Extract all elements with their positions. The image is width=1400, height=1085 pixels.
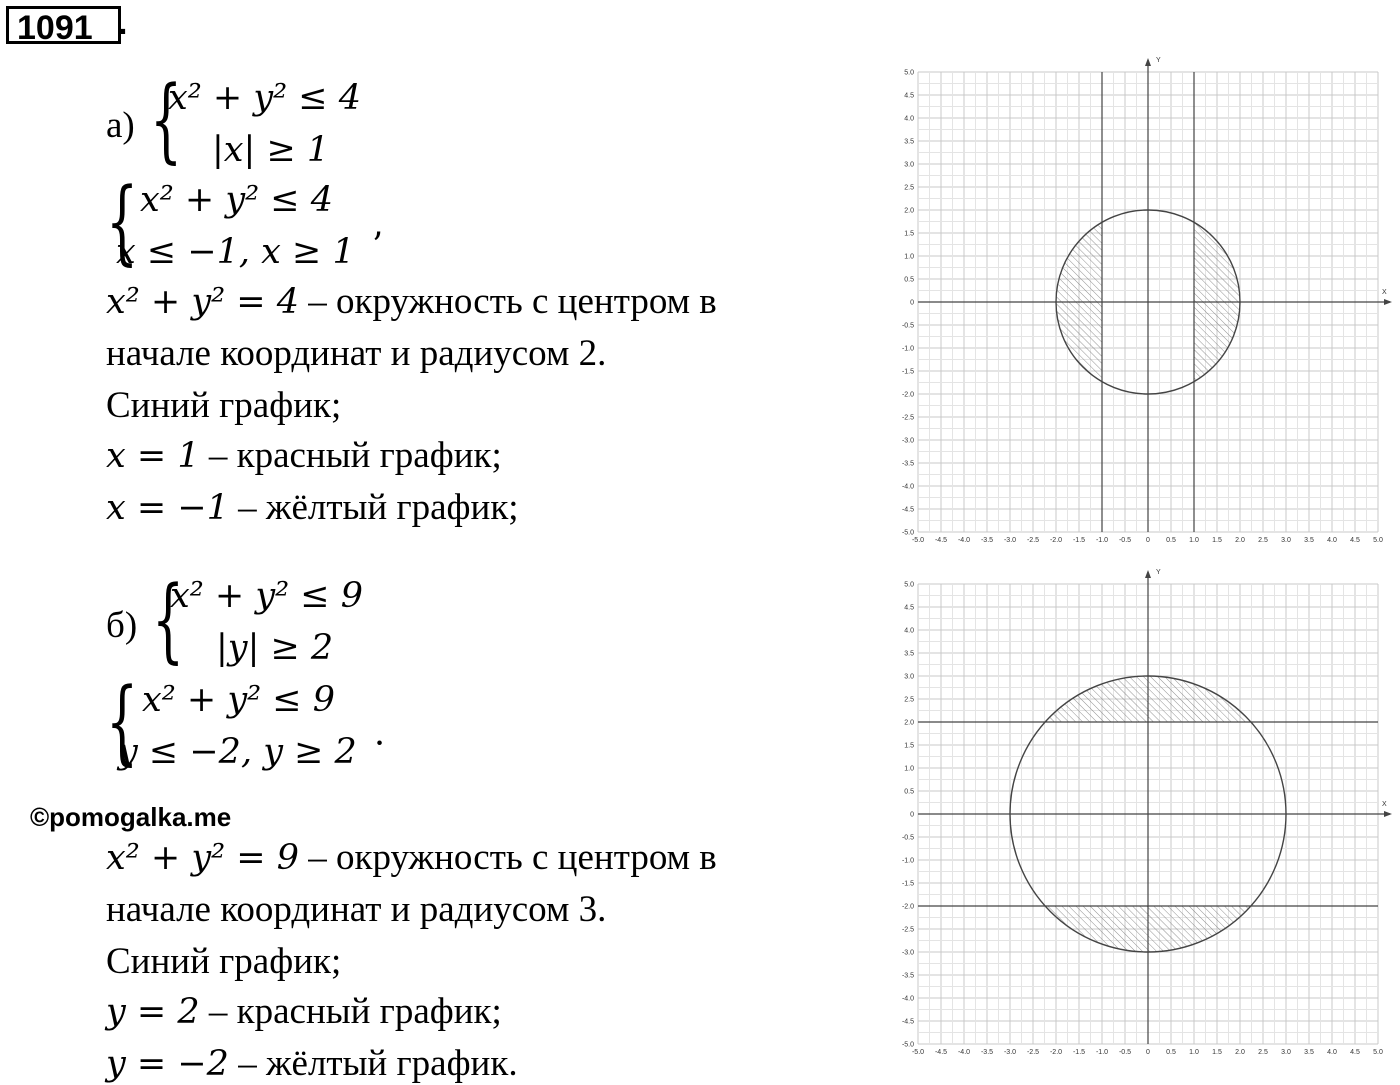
y-tick-label: 1.5 [904,742,914,750]
part-a-system2-line2: x ≤ −1, x ≥ 1 [116,232,355,272]
part-b-brace-1: { [152,566,185,673]
x-axis-arrow [1384,299,1392,305]
y-tick-label: -3.5 [901,460,914,468]
x-tick-label: -2.5 [1026,537,1040,544]
y-tick-label: 5.0 [904,581,914,589]
y-tick-label: 2.5 [904,184,914,192]
x-tick-label: -3.0 [1003,537,1017,544]
part-b-eq-lead: x² + y² = 9 [106,838,299,878]
x-tick-label: 3.5 [1304,537,1314,544]
y-tick-label: -4.5 [901,506,914,514]
y-tick-label: -1.5 [901,368,914,376]
x-tick-label: -4.5 [934,537,948,544]
y-tick-label: -1.5 [901,880,914,888]
y-tick-label: 0 [910,811,914,819]
x-tick-label: -3.0 [1003,1049,1017,1056]
x-tick-label: 5.0 [1373,537,1383,544]
part-a-eq-lead: x² + y² = 4 [106,282,299,322]
x-tick-label: -1.5 [1072,537,1086,544]
problem-number: 1091 [6,6,121,44]
part-b-line4 [106,990,502,1033]
y-tick-label: 1.0 [904,765,914,773]
part-b-eq-text: – окружность с центром в [299,837,717,878]
x-tick-label: -2.0 [1049,537,1063,544]
part-b-system2-tail: · [374,724,386,764]
part-a-brace-1: { [150,66,183,173]
part-a-line4-math: x = 1 [106,436,200,476]
y-tick-label: 3.5 [904,650,914,658]
x-tick-label: -5.0 [911,1049,925,1056]
x-tick-label: 2.0 [1235,1049,1245,1056]
part-b-line3: Синий график; [106,941,342,982]
part-b-line5-text: – жёлтый график. [228,1043,518,1084]
problem-number-dot: . [118,4,128,42]
part-a-line2: начале координат и радиусом 2. [106,333,607,374]
x-tick-label: 2.5 [1258,1049,1268,1056]
y-tick-label: -3.0 [901,949,914,957]
y-tick-label: 4.5 [904,604,914,612]
x-tick-label: 0 [1146,537,1150,544]
x-tick-label: 1.5 [1212,537,1222,544]
part-b-line4-text: – красный график; [199,991,502,1032]
y-tick-label: 2.0 [904,719,914,727]
x-tick-label: -3.5 [980,1049,994,1056]
x-tick-label: -4.0 [957,537,971,544]
y-tick-label: 2.5 [904,696,914,704]
part-b-system2-line1: x² + y² ≤ 9 [142,680,335,720]
x-tick-label: 5.0 [1373,1049,1383,1056]
part-a-equation-line [106,280,717,323]
y-tick-label: -4.0 [901,483,914,491]
y-tick-label: -0.5 [901,834,914,842]
x-axis-label: X [1382,289,1387,296]
x-tick-label: 1.5 [1212,1049,1222,1056]
part-a-system2-tail: ’ [372,226,384,266]
y-tick-label: 3.0 [904,673,914,681]
part-a-line4 [106,434,502,477]
y-tick-label: 0.5 [904,788,914,796]
y-tick-label: -4.0 [901,995,914,1003]
x-tick-label: 0.5 [1166,537,1176,544]
y-tick-label: 4.0 [904,115,914,123]
y-tick-label: -5.0 [901,1041,914,1049]
part-a-system1-line2: |x| ≥ 1 [212,130,330,170]
x-tick-label: 3.0 [1281,1049,1291,1056]
x-tick-label: 1.0 [1189,537,1199,544]
y-tick-label: -2.5 [901,414,914,422]
x-tick-label: 4.5 [1350,1049,1360,1056]
x-tick-label: -1.0 [1095,537,1109,544]
part-a-line3: Синий график; [106,385,342,426]
x-tick-label: -2.0 [1049,1049,1063,1056]
x-tick-label: -4.5 [934,1049,948,1056]
part-a-line5 [106,486,519,529]
part-b-system1-line1: x² + y² ≤ 9 [170,576,363,616]
part-b-line2: начале координат и радиусом 3. [106,889,607,930]
part-b-equation-line [106,836,717,879]
x-tick-label: 3.5 [1304,1049,1314,1056]
y-tick-label: 2.0 [904,207,914,215]
x-tick-label: 4.0 [1327,537,1337,544]
part-a-eq-text: – окружность с центром в [299,281,717,322]
part-b-brace-2: { [106,668,139,775]
y-tick-label: -4.5 [901,1018,914,1026]
watermark: ©pomogalka.me [30,802,232,832]
x-tick-label: 1.0 [1189,1049,1199,1056]
y-tick-label: 3.5 [904,138,914,146]
part-b-line5 [106,1042,518,1085]
y-tick-label: -0.5 [901,322,914,330]
part-a-line5-text: – жёлтый график; [228,487,519,528]
x-tick-label: 4.0 [1327,1049,1337,1056]
x-tick-label: -2.5 [1026,1049,1040,1056]
x-tick-label: -1.0 [1095,1049,1109,1056]
part-a-brace-2: { [106,168,139,275]
x-tick-label: -4.0 [957,1049,971,1056]
x-tick-label: 2.5 [1258,537,1268,544]
y-tick-label: -2.5 [901,926,914,934]
y-axis-label: Y [1156,569,1161,576]
part-a-line4-text: – красный график; [199,435,502,476]
part-b-system2-line2: y ≤ −2, y ≥ 2 [118,732,357,772]
y-tick-label: -3.5 [901,972,914,980]
x-tick-label: 3.0 [1281,537,1291,544]
x-axis-label: X [1382,801,1387,808]
x-tick-label: 2.0 [1235,537,1245,544]
y-tick-label: -5.0 [901,529,914,537]
part-b-line5-math: y = −2 [106,1044,229,1084]
y-tick-label: 4.5 [904,92,914,100]
y-tick-label: 4.0 [904,627,914,635]
x-axis-arrow [1384,811,1392,817]
x-tick-label: 4.5 [1350,537,1360,544]
y-tick-label: 3.0 [904,161,914,169]
y-axis-label: Y [1156,57,1161,64]
x-tick-label: -0.5 [1118,1049,1132,1056]
y-tick-label: -1.0 [901,345,914,353]
y-tick-label: 1.5 [904,230,914,238]
x-tick-label: -5.0 [911,537,925,544]
x-tick-label: 0 [1146,1049,1150,1056]
part-b-line4-math: y = 2 [106,992,200,1032]
part-b-system1-line2: |y| ≥ 2 [216,628,334,668]
part-a-line5-math: x = −1 [106,488,229,528]
x-tick-label: -3.5 [980,537,994,544]
x-tick-label: 0.5 [1166,1049,1176,1056]
part-a-label: а) [106,105,135,146]
x-tick-label: -1.5 [1072,1049,1086,1056]
part-b-label: б) [106,605,138,646]
y-tick-label: -1.0 [901,857,914,865]
graph-a [880,50,1400,550]
y-tick-label: 0 [910,299,914,307]
y-axis-arrow [1145,570,1151,578]
y-tick-label: -2.0 [901,903,914,911]
y-axis-arrow [1145,58,1151,66]
graph-b [880,562,1400,1062]
y-tick-label: 1.0 [904,253,914,261]
y-tick-label: -3.0 [901,437,914,445]
y-tick-label: 5.0 [904,69,914,77]
x-tick-label: -0.5 [1118,537,1132,544]
y-tick-label: 0.5 [904,276,914,284]
part-a-system2-line1: x² + y² ≤ 4 [140,180,333,220]
y-tick-label: -2.0 [901,391,914,399]
part-a-system1-line1: x² + y² ≤ 4 [168,78,361,118]
